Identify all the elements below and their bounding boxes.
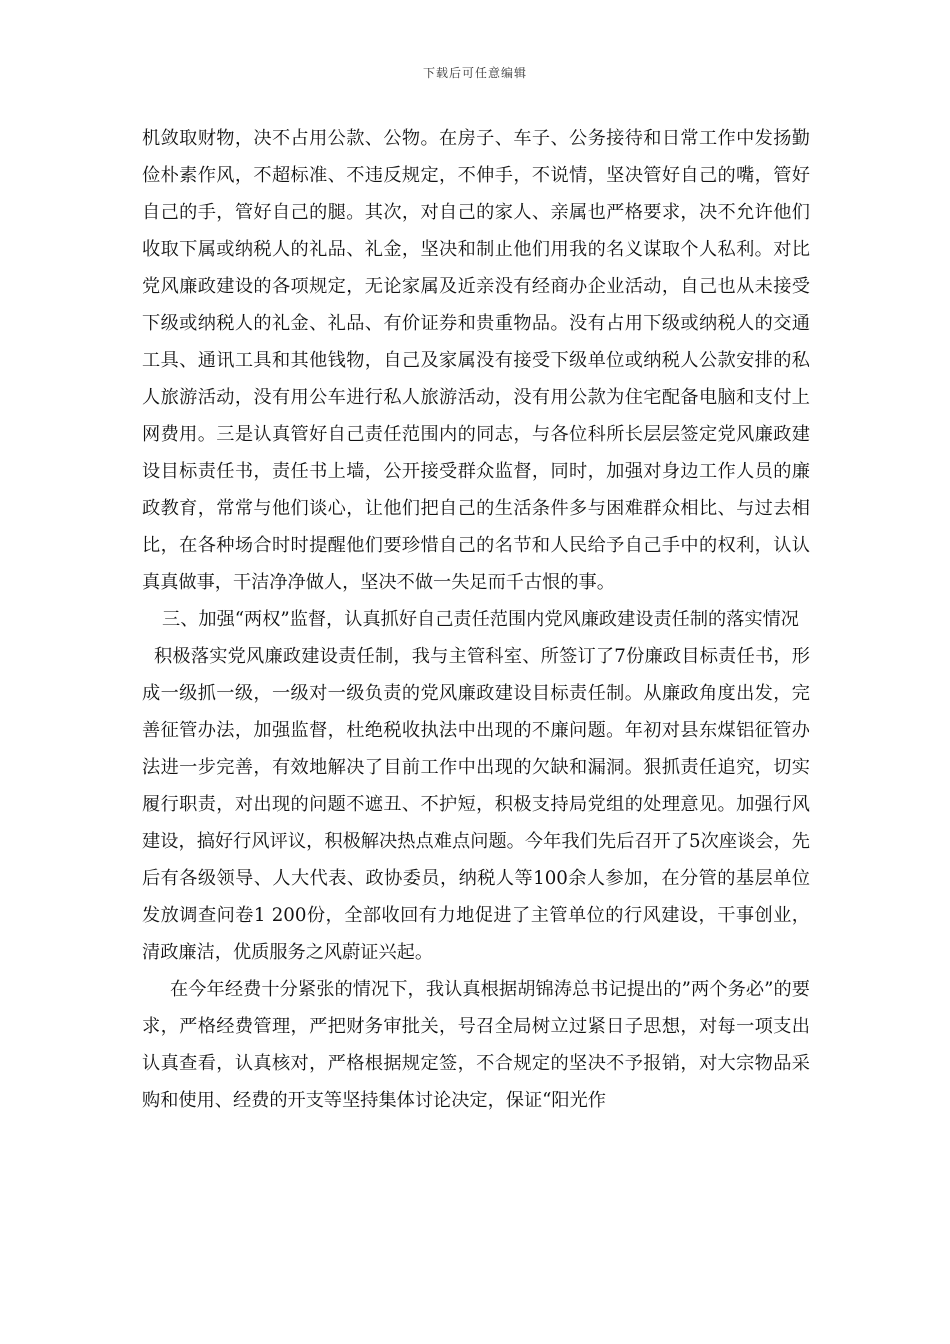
paragraph-continuation: 机敛取财物，决不占用公款、公物。在房子、车子、公务接待和日常工作中发扬勤俭朴素作风，不超标准、不违反规定，不伸手，不说情，坚决管好自己的嘴，管好自己的手，管好自己的腿。其次，对自己的家人、亲属也严格要求，决不允许他们收取下属或纳税人的礼品、礼金，坚决和制止他们用我的名义谋取个人私利。对比党风廉政建设的各项规定，无论家属及近亲没有经商办企业活动，自己也从未接受下级或纳税人的礼金、礼品、有价证券和贵重物品。没有占用下级或纳税人的交通工具、通讯工具和其他钱物，自己及家属没有接受下级单位或纳税人公款安排的私人旅游活动，没有用公车进行私人旅游活动，没有用公款为住宅配备电脑和支付上网费用。三是认真管好自己责任范围内的同志，与各位科所长层层签定党风廉政建设目标责任书，责任书上墙，公开接受群众监督，同时，加强对身边工作人员的廉政教育，常常与他们谈心，让他们把自己的生活条件多与困难群众相比、与过去相比，在各种场合时时提醒他们要珍惜自己的名节和人民给予自己手中的权利，认认真真做事，干洁净净做人，坚决不做一失足而千古恨的事。: [142, 128, 810, 593]
paragraph-funding: 在今年经费十分紧张的情况下，我认真根据胡锦涛总书记提出的”两个务必”的要求，严格经费管理，严把财务审批关，号召全局树立过紧日子思想，对每一项支出认真查看，认真核对，严格根据规定签，不合规定的坚决不予报销，对大宗物品采购和使用、经费的开支等坚持集体讨论决定，保证“阳光作: [142, 979, 810, 1111]
document-body: [142, 120, 810, 1119]
page-header-note: 下载后可任意编辑: [422, 66, 527, 80]
section-heading: 三、加强“两权”监督，认真抓好自己责任范围内党风廉政建设责任制的落实情况: [162, 609, 799, 630]
paragraph-responsibility: 积极落实党风廉政建设责任制，我与主管科室、所签订了7份廉政目标责任书，形成一级抓一级，一级对一级负责的党风廉政建设目标责任制。从廉政角度出发，完善征管办法，加强监督，杜绝税收执法中出现的不廉问题。年初对县东煤铝征管办法进一步完善，有效地解决了目前工作中出现的欠缺和漏洞。狠抓责任追究，切实履行职责，对出现的问题不遮丑、不护短，积极支持局党组的处理意见。加强行风建设，搞好行风评议，积极解决热点难点问题。今年我们先后召开了5次座谈会，先后有各级领导、人大代表、政协委员，纳税人等100余人参加，在分管的基层单位发放调查问卷1 200份，全部收回有力地促进了主管单位的行风建设，干事创业，清政廉洁，优质服务之风蔚证兴起。: [142, 646, 810, 963]
